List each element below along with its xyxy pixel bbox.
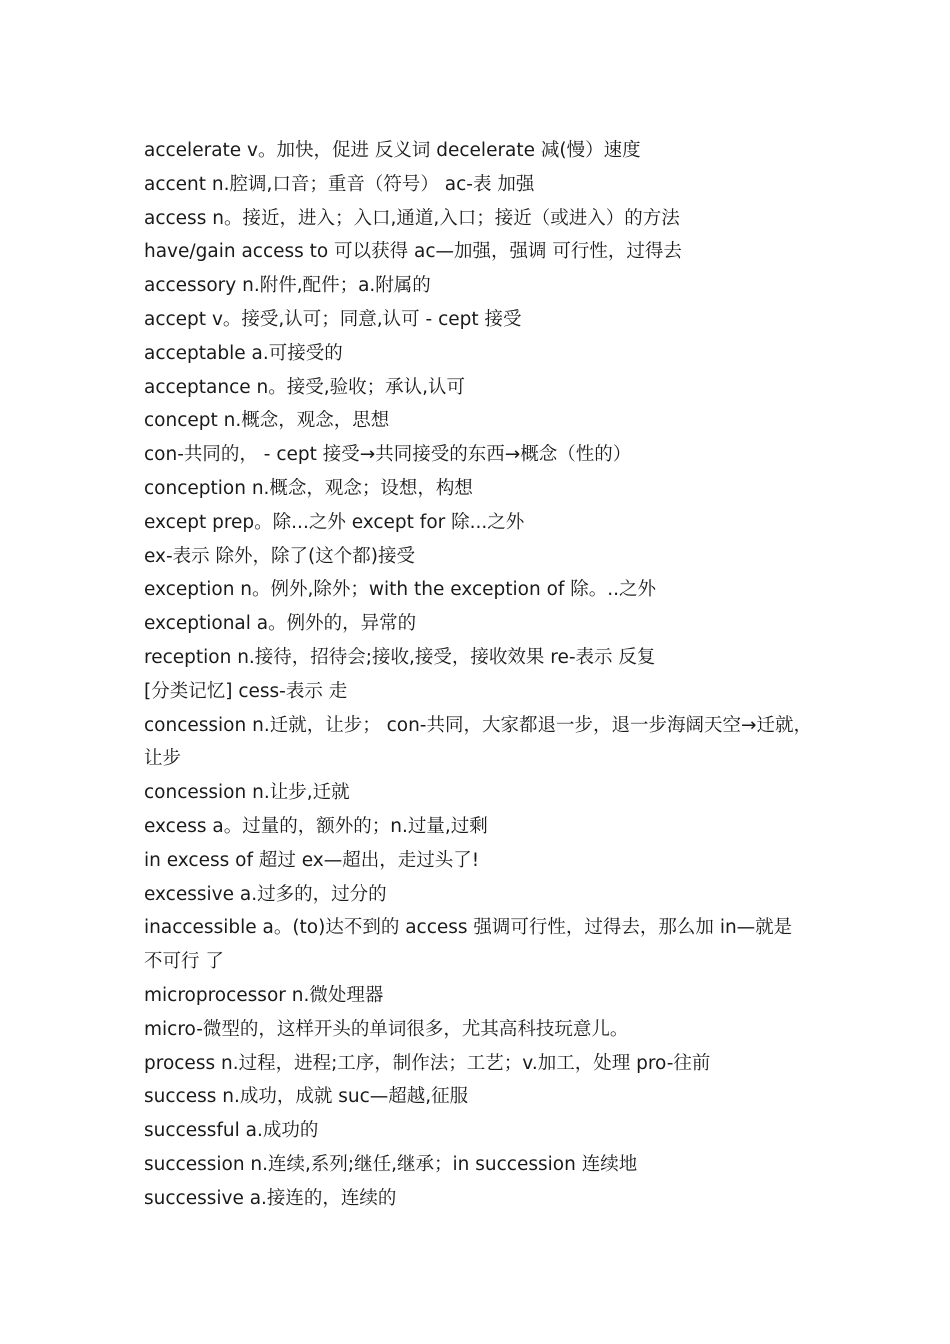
text-line: concession n.迁就，让步； con-共同，大家都退一步，退一步海阔天空→迁就，让步	[144, 714, 812, 770]
text-line: except prep。除...之外 except for 除...之外	[144, 511, 525, 533]
text-line: excessive a.过多的，过分的	[144, 883, 387, 905]
text-line: [分类记忆] cess-表示 走	[144, 680, 348, 702]
text-line: succession n.连续,系列;继任,继承；in succession 连续地	[144, 1153, 638, 1175]
text-line: conception n.概念，观念；设想，构想	[144, 477, 473, 499]
text-line: access n。接近，进入；入口,通道,入口；接近（或进入）的方法	[144, 207, 680, 229]
text-line: acceptance n。接受,验收；承认,认可	[144, 376, 466, 398]
text-line: process n.过程，进程;工序，制作法；工艺；v.加工，处理 pro-往前	[144, 1052, 711, 1074]
text-line: con-共同的， - cept 接受→共同接受的东西→概念（性的）	[144, 444, 632, 466]
text-line: in excess of 超过 ex—超出，走过头了!	[144, 849, 480, 871]
text-line: accelerate v。加快，促进 反义词 decelerate 减(慢）速度	[144, 140, 641, 161]
text-line: have/gain access to 可以获得 ac—加强，强调 可行性，过得去	[144, 241, 682, 263]
text-line: accent n.腔调,口音；重音（符号） ac-表 加强	[144, 173, 535, 195]
text-line: success n.成功，成就 suc—超越,征服	[144, 1086, 469, 1108]
text-line: micro-微型的，这样开头的单词很多，尤其高科技玩意儿。	[144, 1018, 629, 1040]
text-line: concept n.概念，观念，思想	[144, 410, 390, 432]
document-body	[144, 134, 814, 1216]
text-line: reception n.接待，招待会;接收,接受，接收效果 re-表示 反复	[144, 646, 656, 668]
text-line: excess a。过量的，额外的；n.过量,过剩	[144, 815, 488, 837]
text-line: successive a.接连的，连续的	[144, 1187, 397, 1209]
text-line: inaccessible a。(to)达不到的 access 强调可行性，过得去，那么加 in—就是 不可行 了	[144, 917, 793, 973]
text-line: acceptable a.可接受的	[144, 342, 343, 364]
text-line: microprocessor n.微处理器	[144, 984, 384, 1006]
text-line: ex-表示 除外，除了(这个都)接受	[144, 545, 415, 567]
text-line: exception n。例外,除外；with the exception of 除。..之外	[144, 579, 657, 601]
text-line: accessory n.附件,配件；a.附属的	[144, 275, 431, 297]
text-line: concession n.让步,迁就	[144, 782, 350, 804]
text-line: accept v。接受,认可；同意,认可 - cept 接受	[144, 308, 522, 330]
text-line: successful a.成功的	[144, 1120, 319, 1142]
text-line: exceptional a。例外的，异常的	[144, 613, 417, 635]
